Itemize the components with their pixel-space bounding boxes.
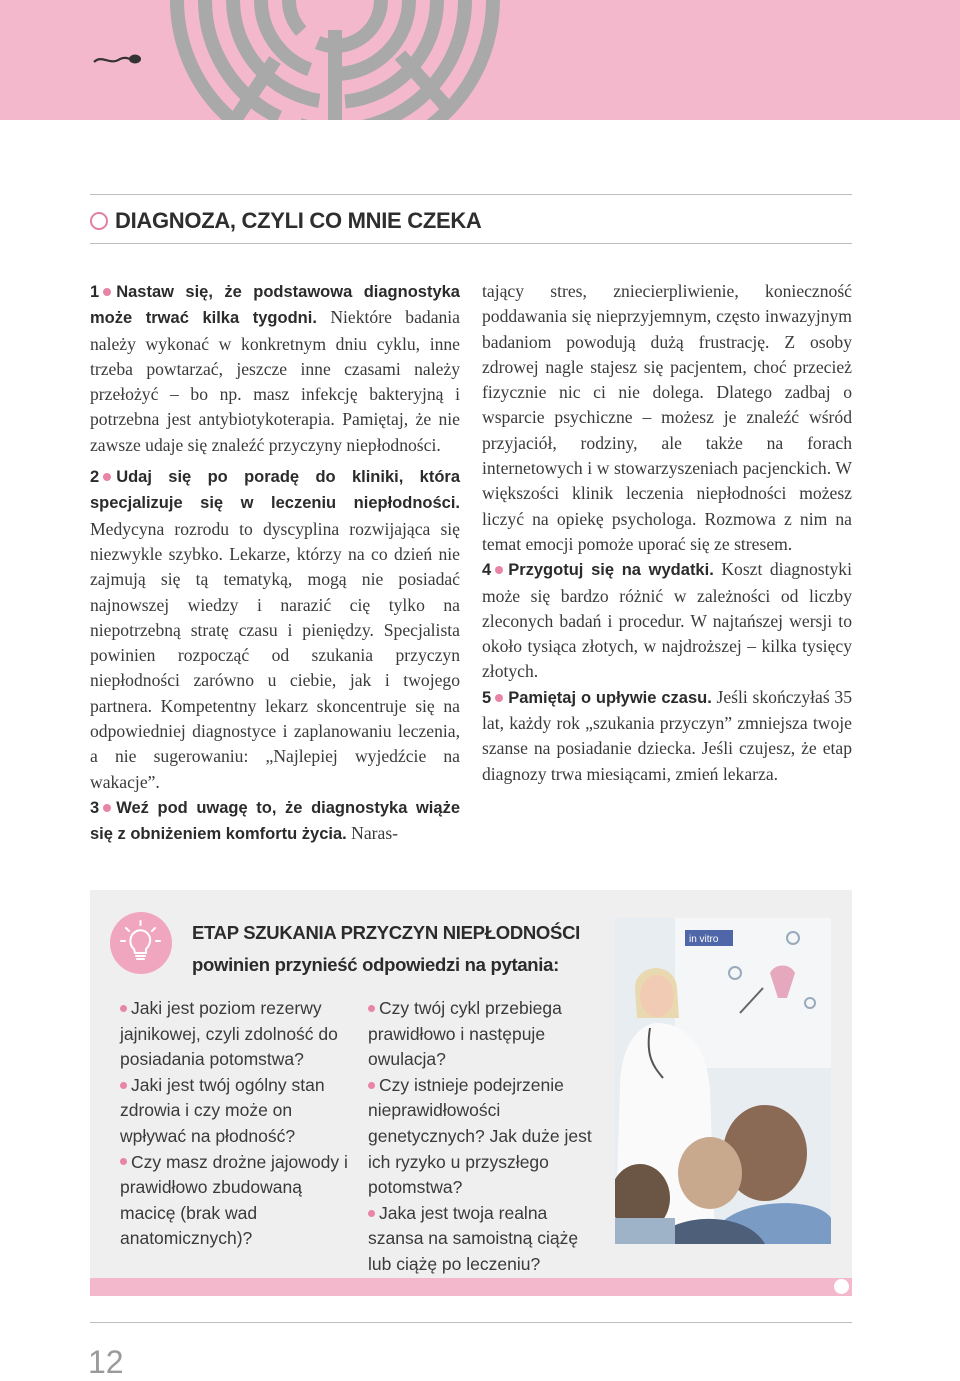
item-heading: Weź pod uwagę to, że diagnostyka wiąże się z obniżeniem komfortu życia. [90,798,460,844]
doctor-lecture-photo [615,918,831,1244]
question-text: Jaki jest poziom rezerwy jajnikowej, czyli zdolność do posiadania potomstwa? [120,998,338,1070]
question-text: Jaki jest twój ogólny stan zdrowia i czy może on wpływać na płodność? [120,1074,325,1146]
pink-dot-icon [368,1210,375,1217]
item-heading: Udaj się po poradę do kliniki, która specjalizuje się w leczeniu niepłodności. [90,468,460,513]
footer-divider [90,1322,852,1323]
question-item [120,1073,350,1150]
lightbulb-icon [110,912,172,974]
divider [90,243,852,244]
questions-column-1 [120,996,350,1252]
pink-dot-icon [495,694,503,702]
pink-dot-icon [368,1082,375,1089]
photo-board-label: in vitro [689,934,719,945]
paragraph-item-3 [90,795,460,848]
section-title-text: DIAGNOZA, CZYLI CO MNIE CZEKA [115,208,482,233]
pink-dot-icon [103,288,111,296]
white-circle-icon [834,1279,849,1294]
paragraph-item-2 [90,464,460,795]
item-heading: Przygotuj się na wydatki. [508,561,714,580]
question-item [120,996,350,1073]
item-number: 2 [90,468,100,487]
circle-bullet-icon [90,212,108,230]
question-text: Czy istnieje podejrzenie nieprawidłowości genetycznych? Jak duże jest ich ryzyko u przyszłego potomstwa? [368,1074,592,1198]
pink-dot-icon [120,1082,127,1089]
pink-dot-icon [120,1158,127,1165]
questions-column-2 [368,996,598,1278]
question-text: Czy masz drożne jajowody i prawidłowo zbudowaną macicę (brak wad anatomicznych)? [120,1151,348,1249]
item-text: Niektóre badania należy wykonać w konkretnym dniu cyklu, inne trzeba powtarzać, jeszcze inne czasami należy przełożyć – bo np. masz infekcję bakteryjną i potrzebna jest antybiotykoterapia. Pamiętaj, że nie zawsze udaje się znaleźć przyczyny niepłodności. [90,307,460,455]
box-title [192,917,580,981]
section-title [90,205,482,237]
item-number: 4 [482,561,492,580]
paragraph-item-4 [482,557,852,684]
item-text: Medycyna rozrodu to dyscyplina rozwijająca się niezwykle szybko. Lekarze, którzy na co dzień nie zajmują się tą tematyką, mogą nie posiadać najnowszej wiedzy i narazić cię tylko na niepotrzebną stratę czasu i pieniędzy. Specjalista powinien rozpocząć od szukania przyczyn niepłodności zarówno u ciebie, jak i twojego partnera. Kompetentny lekarz skoncentruje się na odpowiedniej diagnostyce i zaplanowaniu leczenia, a nie sugerowaniu: „Najlepiej wyjedźcie na wakacje”. [90,518,460,792]
left-column [90,279,460,848]
header-band [0,0,960,120]
page-number: 12 [88,1344,124,1380]
question-item [120,1150,350,1252]
box-bottom-bar [90,1278,852,1296]
item-text: Jeśli skończyłaś 35 lat, każdy rok „szukania przyczyn” zmniejsza twoje szanse na posiadanie dziecka. Jeśli czujesz, że etap diagnozy trwa miesiącami, zmień lekarza. [482,686,852,784]
sperm-icon [92,50,144,70]
maze-graphic [165,0,505,120]
item-text: Naras- [346,823,399,844]
item-text: Koszt diagnostyki może się bardzo różnić w zależności od liczby zleconych badań i procedur. W najtańszej wersji to około tysiąca złotych, w najdroższej – kilka tysięcy złotych. [482,559,852,682]
divider [90,194,852,195]
item-text: tający stres, zniecierpliwienie, konieczność poddawania się nieprzyjemnym, często inwazyjnym badaniom powodują dużą frustrację. Z osoby zdrowej nagle stajesz się pacjentem, choć przecież fizycznie nic ci nie dolega. Dlatego zadbaj o wsparcie psychiczne – możesz je znaleźć wśród przyjaciół, rodziny, ale także na forach internetowych i w stowarzyszeniach pacjenckich. W większości klinik leczenia niepłodności możesz liczyć na opiekę psychologa. Rozmowa z nim na temat emocji pomoże uporać się ze stresem. [482,281,852,554]
question-item [368,1201,598,1278]
box-title-line-2: powinien przynieść odpowiedzi na pytania: [192,954,559,975]
pink-dot-icon [120,1005,127,1012]
paragraph-item-5 [482,685,852,787]
question-text: Czy twój cykl przebiega prawidłowo i następuje owulacja? [368,998,562,1070]
right-column [482,279,852,787]
box-title-line-1: ETAP SZUKANIA PRZYCZYN NIEPŁODNOŚCI [192,922,580,943]
question-item [368,996,598,1073]
item-number: 3 [90,798,100,817]
item-number: 1 [90,283,100,301]
paragraph-item-1 [90,279,460,458]
pink-dot-icon [495,566,503,574]
pink-dot-icon [368,1005,375,1012]
paragraph-item-3-cont [482,279,852,557]
question-text: Jaka jest twoja realna szansa na samoistną ciążę lub ciążę po leczeniu? [368,1202,579,1274]
pink-dot-icon [103,804,111,812]
item-heading: Pamiętaj o upływie czasu. [508,688,712,707]
item-heading: Nastaw się, że podstawowa diagnostyka może trwać kilka tygodni. [90,283,460,328]
item-number: 5 [482,688,492,707]
question-item [368,1073,598,1201]
pink-dot-icon [103,473,111,481]
